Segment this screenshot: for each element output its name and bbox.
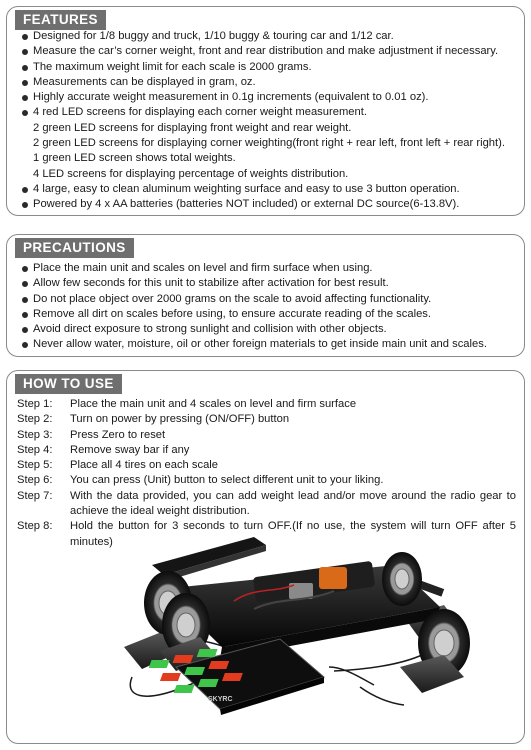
features-item: 1 green LED screen shows total weights. (33, 152, 236, 165)
step-label: Step 8: (17, 520, 53, 533)
precautions-title: PRECAUTIONS (15, 238, 134, 258)
features-item: 2 green LED screens for displaying corner weighting(front right + rear left, front left + rear right). (33, 137, 505, 150)
step-text: You can press (Unit) button to select different unit to your liking. (70, 474, 384, 487)
precautions-item: Do not place object over 2000 grams on the scale to avoid affecting functionality. (21, 292, 518, 307)
features-item: 4 red LED screens for displaying each corner weight measurement. (21, 105, 518, 120)
features-item: The maximum weight limit for each scale is 2000 grams. (21, 60, 518, 75)
step-text: Place the main unit and 4 scales on level and firm surface (70, 398, 357, 410)
how-to-use-title: HOW TO USE (15, 374, 122, 394)
features-item: 4 large, easy to clean aluminum weighting surface and easy to use 3 button operation. (21, 182, 518, 197)
precautions-panel (6, 234, 525, 357)
features-item: 4 LED screens for displaying percentage of weights distribution. (33, 167, 349, 180)
step-label: Step 6: (17, 474, 53, 487)
features-item: Designed for 1/8 buggy and truck, 1/10 buggy & touring car and 1/12 car. (21, 29, 518, 44)
brand-logo: SKYRC (208, 696, 233, 703)
step-row (17, 473, 516, 488)
step-label: Step 3: (17, 428, 53, 441)
step-row (17, 397, 516, 412)
step-text: Press Zero to reset (70, 428, 166, 441)
step-row (17, 458, 516, 473)
precautions-item: Avoid direct exposure to strong sunlight and collision with other objects. (21, 322, 518, 337)
motor (319, 567, 347, 589)
step-label: Step 2: (17, 413, 53, 426)
precautions-list (21, 261, 518, 353)
wheel-rear-right (382, 552, 422, 606)
step-label: Step 5: (17, 459, 53, 472)
features-panel (6, 6, 525, 216)
features-item: Measure the car’s corner weight, front and rear distribution and make adjustment if necessary. (21, 44, 518, 59)
step-row (17, 489, 516, 520)
step-label: Step 7: (17, 489, 53, 502)
features-item: Highly accurate weight measurement in 0.1g increments (equivalent to 0.01 oz). (21, 90, 518, 105)
step-text: Place all 4 tires on each scale (70, 459, 219, 472)
product-photo (104, 527, 524, 742)
step-label: Step 4: (17, 443, 53, 456)
step-label: Step 1: (17, 398, 53, 410)
precautions-item: Place the main unit and scales on level and firm surface when using. (21, 261, 518, 276)
step-row (17, 428, 516, 443)
features-item: 2 green LED screens for displaying front weight and rear weight. (33, 121, 352, 134)
step-text: Remove sway bar if any (70, 443, 190, 456)
features-list (21, 29, 518, 213)
precautions-item: Never allow water, moisture, oil or other foreign materials to get inside main unit and scales. (21, 337, 518, 352)
step-row (17, 443, 516, 458)
features-title: FEATURES (15, 10, 106, 30)
step-text: With the data provided, you can add weight lead and/or move around the radio gear to achieve the ideal weight distribution. (70, 489, 516, 518)
precautions-item: Allow few seconds for this unit to stabilize after activation for best result. (21, 276, 518, 291)
precautions-item: Remove all dirt on scales before using, to ensure accurate reading of the scales. (21, 307, 518, 322)
step-text: Hold the button for 3 seconds to turn OFF.(If no use, the system will turn OFF after 5 minutes) (70, 520, 516, 548)
step-text: Turn on power by pressing (ON/OFF) button (70, 413, 290, 426)
features-item: Powered by 4 x AA batteries (batteries NOT included) or external DC source(6-13.8V). (21, 197, 518, 212)
features-item: Measurements can be displayed in gram, oz. (21, 75, 518, 90)
step-row (17, 412, 516, 427)
